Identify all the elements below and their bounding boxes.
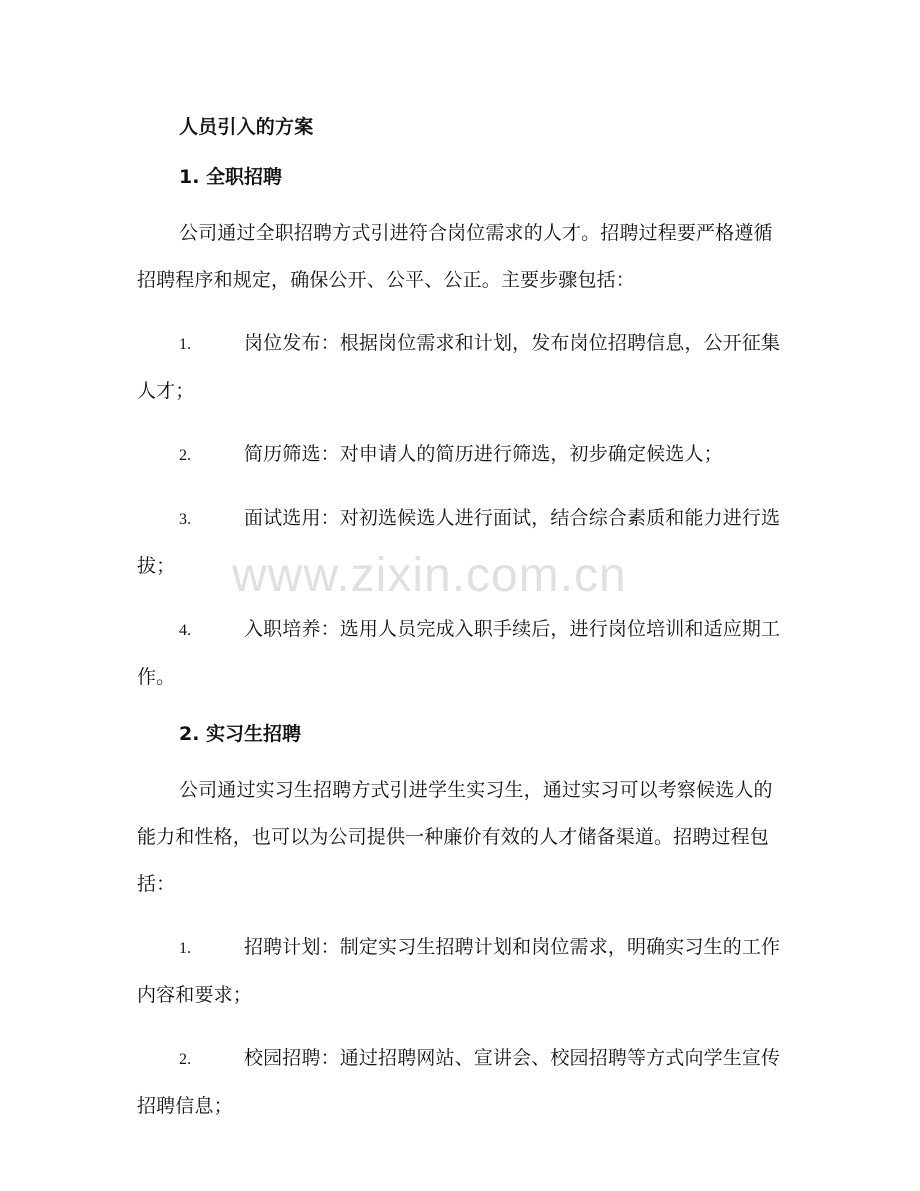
numbered-list-item: [137, 924, 783, 1019]
list-number: 1.: [179, 940, 192, 957]
list-item-text: 岗位发布：根据岗位需求和计划，发布岗位招聘信息，公开征集人才；: [137, 332, 781, 402]
list-number: 2.: [179, 447, 192, 464]
watermark-text: www.zixin.com.cn: [232, 549, 627, 602]
document-title: 人员引入的方案: [179, 116, 314, 138]
numbered-list-item: [137, 606, 783, 701]
list-number: 4.: [179, 622, 192, 639]
section-heading: 2. 实习生招聘: [179, 723, 302, 745]
list-item-text: 简历筛选：对申请人的简历进行筛选，初步确定候选人；: [244, 443, 723, 465]
section-intern-recruitment: [137, 717, 783, 1130]
list-number: 2.: [179, 1051, 192, 1068]
numbered-list-item: [137, 1035, 783, 1130]
numbered-list-item: [137, 431, 783, 479]
section-heading: 1. 全职招聘: [179, 166, 283, 188]
section-paragraph: 公司通过实习生招聘方式引进学生实习生，通过实习可以考察候选人的能力和性格，也可以为公司提供一种廉价有效的人才储备渠道。招聘过程包括：: [137, 779, 773, 895]
list-item-text: 入职培养：选用人员完成入职手续后，进行岗位培训和适应期工作。: [137, 618, 781, 688]
numbered-list-item: [137, 495, 783, 590]
document-body: [137, 110, 783, 1130]
list-number: 1.: [179, 336, 192, 353]
list-number: 3.: [179, 511, 192, 528]
section-paragraph: 公司通过全职招聘方式引进符合岗位需求的人才。招聘过程要严格遵循招聘程序和规定，确保公开、公平、公正。主要步骤包括：: [137, 222, 773, 291]
numbered-list-item: [137, 320, 783, 415]
list-item-text: 校园招聘：通过招聘网站、宣讲会、校园招聘等方式向学生宣传招聘信息；: [137, 1047, 781, 1117]
list-item-text: 招聘计划：制定实习生招聘计划和岗位需求，明确实习生的工作内容和要求；: [137, 936, 781, 1006]
section-full-time-recruitment: [137, 160, 783, 701]
list-item-text: 面试选用：对初选候选人进行面试，结合综合素质和能力进行选拔；: [137, 507, 781, 577]
